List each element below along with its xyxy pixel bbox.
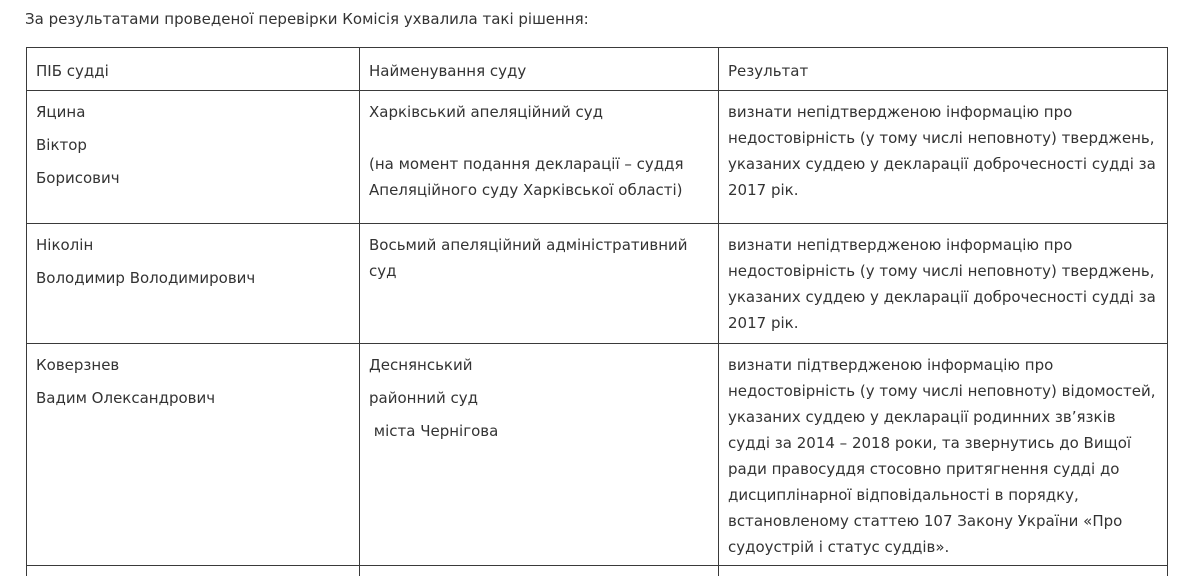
intro-text: За результатами проведеної перевірки Комісія ухвалила такі рішення: [25,10,589,28]
header-result: Результат [719,48,1168,91]
table-header-row [27,48,1168,91]
judge-name-cell [27,91,360,224]
judge-name-cell [27,224,360,344]
court-cell [360,224,719,344]
judge-surname: Ніколін [36,236,94,254]
result-text: визнати підтвердженою інформацію про недостовірність (у тому числі неповноту) відомостей, указаних суддею у декларації родинних зв’язків судді за 2014 – 2018 роки, та звернутись до Вищої ради правосуддя стосовно притягнення судді до дисциплінарної відповідальності в порядку, встановленому статтею 107 Закону України «Про судоустрій і статус суддів». [728,356,1156,556]
decisions-table [26,47,1168,576]
court-cell [360,91,719,224]
table-row [27,224,1168,344]
court-note: (на момент подання декларації – суддя Апеляційного суду Харківської області) [369,155,684,199]
judge-given-names: Володимир Володимирович [36,269,256,287]
header-court-name: Найменування суду [360,48,719,91]
empty-cell [360,566,719,576]
court-cell [360,344,719,566]
empty-cell [27,566,360,576]
header-judge-name: ПІБ судді [27,48,360,91]
judge-first-name: Віктор [36,136,87,154]
judge-surname: Яцина [36,103,86,121]
empty-cell [719,566,1168,576]
result-cell [719,224,1168,344]
table-row-partial [27,566,1168,576]
table-row [27,91,1168,224]
court-name: Харківський апеляційний суд [369,103,604,121]
result-cell [719,344,1168,566]
judge-surname: Коверзнев [36,356,120,374]
court-name-line: Деснянський [369,356,473,374]
result-text: визнати непідтвердженою інформацію про недостовірність (у тому числі неповноту) тверджень, указаних суддею у декларації доброчесності судді за 2017 рік. [728,103,1156,199]
judge-name-cell [27,344,360,566]
result-text: визнати непідтвердженою інформацію про недостовірність (у тому числі неповноту) тверджень, указаних суддею у декларації доброчесності судді за 2017 рік. [728,236,1156,332]
court-name-line: районний суд [369,389,479,407]
judge-patronymic: Борисович [36,169,120,187]
table-row [27,344,1168,566]
court-name-line: міста Чернігова [369,422,499,440]
court-name: Восьмий апеляційний адміністративний суд [369,236,688,280]
judge-given-names: Вадим Олександрович [36,389,216,407]
result-cell [719,91,1168,224]
